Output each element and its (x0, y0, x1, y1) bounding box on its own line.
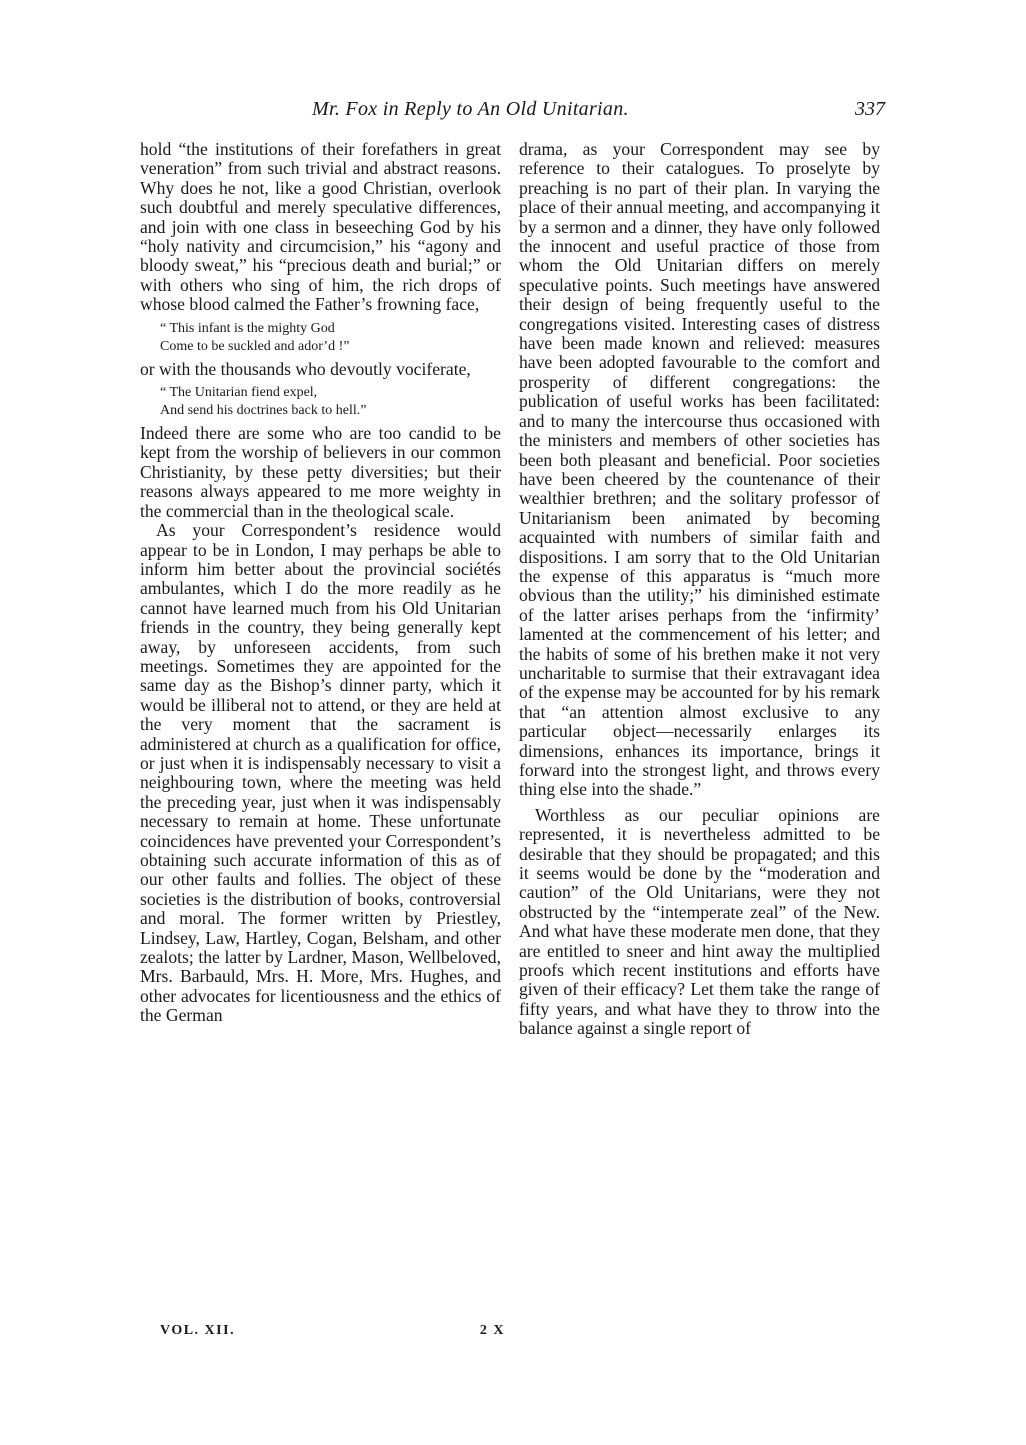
paragraph: Worthless as our peculiar opinions are represented, it is nevertheless admitted to be desirable that they should be propagated; and this it seems would be done by the “moderation and caution” of the Old Unitarians, were they not obstructed by the “intemperate zeal” of the New. And what have these moderate men done, that they are entitled to sneer and hint away the multiplied proofs which recent institutions and efforts have given of their efficacy? Let them take the range of fifty years, and what have they to throw into the balance against a single report of (519, 804, 880, 1039)
verse-quotation (160, 384, 501, 420)
verse-line: And send his doctrines back to hell.” (160, 403, 367, 419)
verse-quotation (160, 320, 501, 356)
left-column (140, 140, 501, 1026)
paragraph: Indeed there are some who are too candid to be kept from the worship of believers in our common Christianity, by these petty diversities; but their reasons always appeared to me more weighty in the commercial than in the theological scale. (140, 423, 501, 521)
page-footer (160, 1323, 505, 1343)
signature-mark: 2 X (479, 1323, 505, 1338)
verse-line: “ This infant is the mighty God (160, 320, 335, 336)
paragraph: or with the thousands who devoutly vociferate, (140, 358, 471, 379)
paragraph: drama, as your Correspondent may see by reference to their catalogues. To proselyte by preaching is no part of their plan. In varying the place of their annual meeting, and accompanying it by a sermon and a dinner, they have only followed the innocent and useful practice of those from whom the Old Unitarian differs on merely speculative points. Such meetings have answered their design of being frequently useful to the congregations visited. Interesting cases of distress have been made known and relieved: measures have been adopted favourable to the comfort and prosperity of different congregations: the publication of useful works has been facilitated: and to many the intercourse thus occasioned with the ministers and members of other societies has been both pleasant and beneficial. Poor societies have been cheered by the countenance of their wealthier brethren; and the solitary professor of Unitarianism been animated by becoming acquainted with numbers of similar faith and dispositions. I am sorry that to the Old Unitarian the expense of this apparatus is “much more obvious than the utility;” his diminished estimate of the latter arises perhaps from the ‘infirmity’ lamented at the commencement of his letter; and the habits of some of his brethen make it not very uncharitable to surmise that their extravagant idea of the expense may be accounted for by his remark that “an attention almost exclusive to any particular object—necessarily enlarges its dimensions, enhances its importance, brings it forward into the strongest light, and throws every thing else into the shade.” (519, 139, 880, 800)
right-column (519, 140, 880, 1039)
paragraph: hold “the institutions of their forefathers in great veneration” from such trivial and abstract reasons. Why does he not, like a good Christian, overlook such doubtful and merely speculative differences, and join with one class in beseeching God by his “holy nativity and circumcision,” his “agony and bloody sweat,” his “precious death and burial;” or with others who sing of him, the rich drops of whose blood calmed the Father’s frowning face, (140, 139, 501, 315)
running-title: Mr. Fox in Reply to An Old Unitarian. (312, 98, 629, 120)
running-header (140, 98, 885, 124)
verse-line: “ The Unitarian fiend expel, (160, 385, 318, 401)
volume-label: VOL. XII. (160, 1323, 236, 1338)
paragraph: As your Correspondent’s residence would appear to be in London, I may perhaps be able to inform him better about the provincial sociétés ambulantes, which I do the more readily as he cannot have learned much from his Old Unitarian friends in the country, they being generally kept away, by unforeseen accidents, from such meetings. Sometimes they are appointed for the same day as the Bishop’s dinner party, which it would be illiberal not to attend, or they are held at the very moment that the sacrament is administered at church as a qualification for office, or just when it is indispensably necessary to visit a neighbouring town, where the meeting was held the preceding year, just when it was indispensably necessary to remain at home. These unfortunate coincidences have prevented your Correspondent’s obtaining such accurate information of this as of our other faults and follies. The object of these societies is the distribution of books, controversial and moral. The former written by Priestley, Lindsey, Law, Hartley, Cogan, Belsham, and other zealots; the latter by Lardner, Mason, Wellbeloved, Mrs. Barbauld, Mrs. H. More, Mrs. Hughes, and other advocates for licentiousness and the ethics of the German (140, 520, 501, 1026)
verse-line: Come to be suckled and ador’d !” (160, 338, 350, 354)
page-number: 337 (855, 98, 885, 120)
